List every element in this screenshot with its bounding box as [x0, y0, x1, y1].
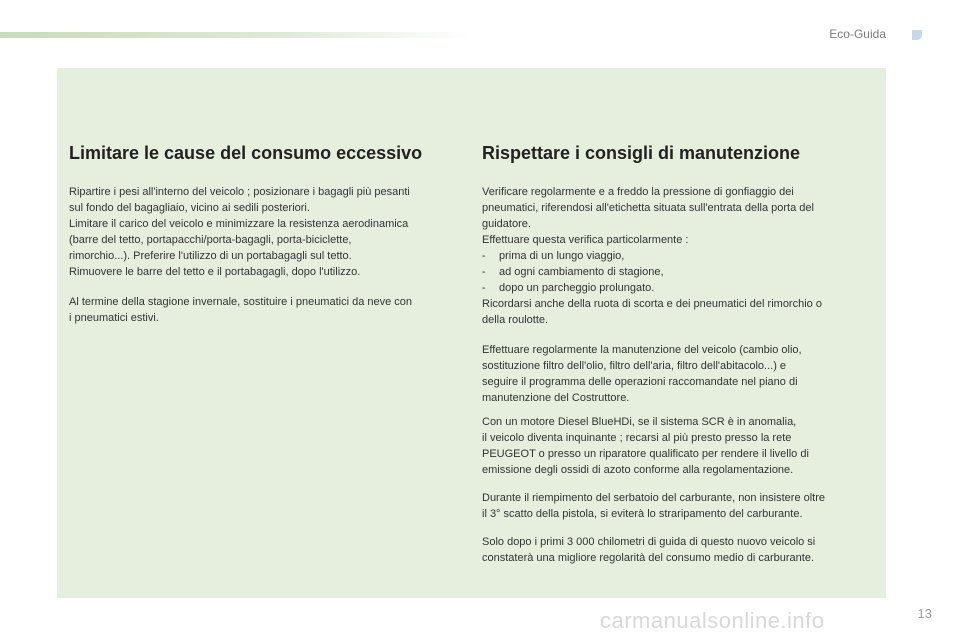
tyre-season-paragraph: Al termine della stagione invernale, sostituire i pneumatici da neve con i pneumatici estivi.: [69, 296, 413, 324]
tyre-pressure-paragraph: Verificare regolarmente e a freddo la pressione di gonfiaggio dei pneumatici, riferendosi all'etichetta situata sull'entrata della porta del guidatore. Effettuare questa verifica particolarmente :: [482, 186, 814, 246]
watermark: carmanualsonline.info: [600, 608, 825, 633]
header-accent-bar: [0, 32, 470, 38]
corner-tab-mark: [912, 30, 922, 40]
maintenance-paragraph: Effettuare regolarmente la manutenzione del veicolo (cambio olio, sostituzione filtro dell'olio, filtro dell'aria, filtro dell'abitacolo...) e seguire il programma delle operazioni raccomandate nel piano di manutenzione del Costruttore.: [482, 344, 802, 404]
first-km-paragraph: Solo dopo i primi 3 000 chilometri di guida di questo nuovo veicolo si constaterà una migliore regolarità del consumo medio di carburante.: [482, 536, 816, 564]
diesel-scr-paragraph: Con un motore Diesel BlueHDi, se il sistema SCR è in anomalia, il veicolo diventa inquinante ; recarsi al più presto presso la rete PEUGEOT o presso un riparatore qualificato per rendere il livello di emissione degli ossidi di azoto conforme alla regolamentazione.: [482, 416, 809, 476]
fuel-filling-paragraph: Durante il riempimento del serbatoio del carburante, non insistere oltre il 3° scatto della pistola, si eviterà lo straripamento del carburante.: [482, 492, 826, 520]
load-paragraph: Ripartire i pesi all'interno del veicolo ; posizionare i bagagli più pesanti sul fondo del bagagliaio, vicino ai sedili posteriori. Limitare il carico del veicolo e minimizzare la resistenza aerodinamica (barre del tetto, portapacchi/porta-bagagli, porta-biciclette, rimorchio...). Preferire l'utilizzo di un portabagagli sul tetto. Rimuovere le barre del tetto e il portabagagli, dopo l'utilizzo.: [69, 186, 410, 278]
right-heading: Rispettare i consigli di manutenzione: [482, 143, 801, 163]
content-panel: [57, 68, 886, 598]
check-occasions-list: [482, 248, 874, 296]
left-column: [69, 142, 461, 326]
page-number: 13: [917, 606, 932, 621]
spare-wheel-paragraph: Ricordarsi anche della ruota di scorta e dei pneumatici del rimorchio o della roulotte.: [482, 298, 822, 326]
list-item: - prima di un lungo viaggio,: [482, 248, 874, 264]
chapter-title: Eco-Guida: [829, 27, 886, 41]
list-item: - dopo un parcheggio prolungato.: [482, 280, 874, 296]
left-heading: Limitare le cause del consumo eccessivo: [69, 143, 423, 163]
right-column: [482, 142, 874, 566]
list-item: - ad ogni cambiamento di stagione,: [482, 264, 874, 280]
